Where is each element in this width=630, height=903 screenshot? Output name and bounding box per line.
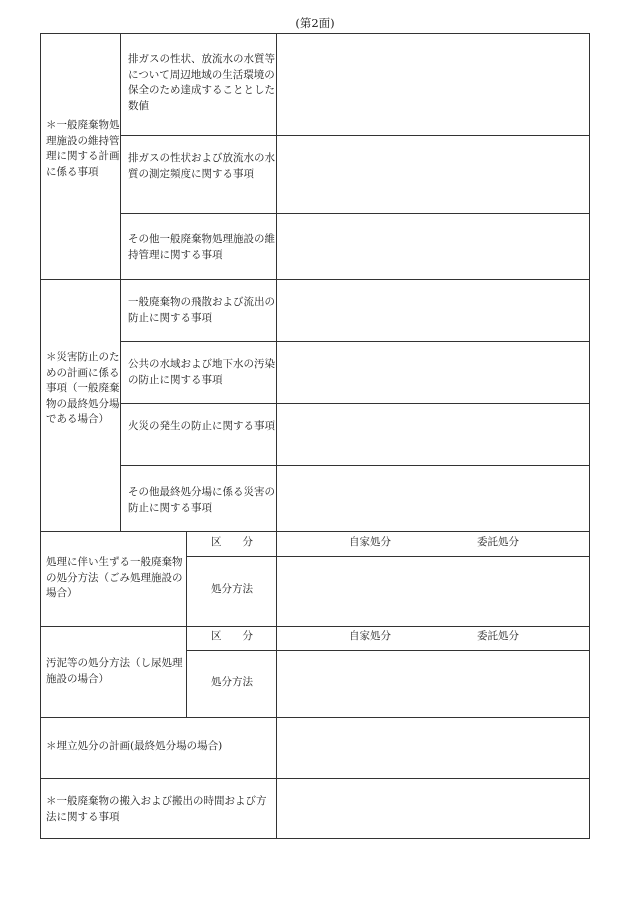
waste-disposal-method-label: 処分方法 xyxy=(211,583,253,595)
waste-disposal-title: 処理に伴い生ずる一般廃棄物の処分方法（ごみ処理施設の場合） xyxy=(46,556,183,599)
disaster-section-title: ＊災害防止のための計画に係る事項（一般廃棄物の最終処分場である場合） xyxy=(46,351,120,425)
sludge-disposal-self-header: 自家処分 xyxy=(349,630,391,642)
form-border xyxy=(40,33,590,839)
sludge-disposal-title: 汚泥等の処分方法（し尿処理施設の場合） xyxy=(46,657,183,685)
sludge-disposal-method-label: 処分方法 xyxy=(211,676,253,688)
disaster-item-1-label: 一般廃棄物の飛散および流出の防止に関する事項 xyxy=(128,296,275,324)
disaster-item-3-label: 火災の発生の防止に関する事項 xyxy=(128,420,275,432)
disaster-item-2-label: 公共の水域および地下水の汚染の防止に関する事項 xyxy=(128,358,275,386)
maintenance-item-1-label: 排ガスの性状、放流水の水質等について周辺地域の生活環境の保全のため達成することとした数値 xyxy=(128,53,275,112)
waste-disposal-self-header: 自家処分 xyxy=(349,536,391,548)
maintenance-item-2-label: 排ガスの性状および放流水の水質の測定頻度に関する事項 xyxy=(128,152,275,180)
landfill-plan-label: ＊埋立処分の計画(最終処分場の場合) xyxy=(46,740,223,752)
page-label: (第2面) xyxy=(295,16,335,30)
sludge-disposal-consigned-header: 委託処分 xyxy=(477,630,519,642)
waste-disposal-category-header: 区 分 xyxy=(211,536,253,548)
disaster-item-4-label: その他最終処分場に係る災害の防止に関する事項 xyxy=(128,486,275,514)
maintenance-section-title: ＊一般廃棄物処理施設の維持管理に関する計画に係る事項 xyxy=(46,119,120,178)
maintenance-item-3-label: その他一般廃棄物処理施設の維持管理に関する事項 xyxy=(128,233,275,261)
application-form-page-2 xyxy=(40,33,590,839)
transport-time-label: ＊一般廃棄物の搬入および搬出の時間および方法に関する事項 xyxy=(46,795,267,823)
waste-disposal-consigned-header: 委託処分 xyxy=(477,536,519,548)
sludge-disposal-category-header: 区 分 xyxy=(211,630,253,642)
